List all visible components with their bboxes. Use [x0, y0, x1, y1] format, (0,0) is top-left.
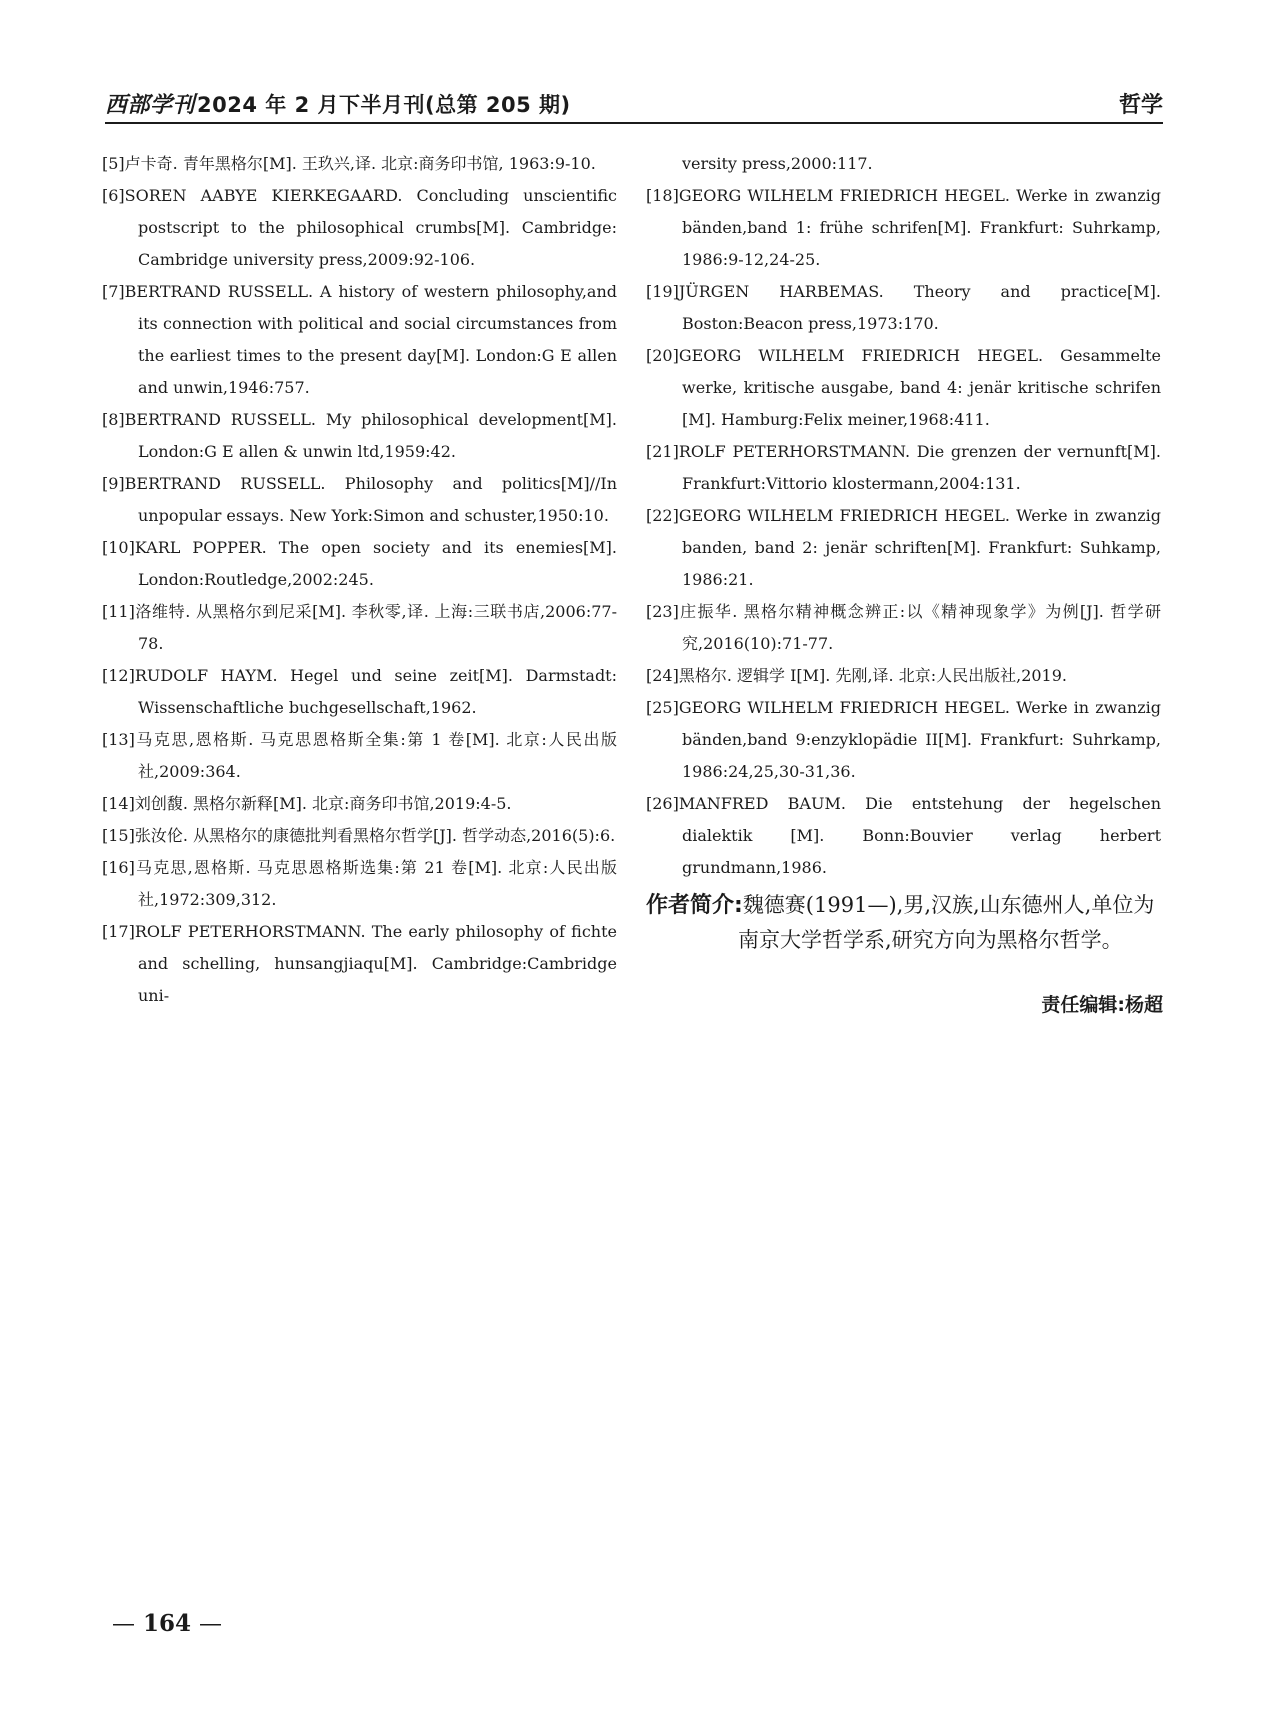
reference-number: [7] — [102, 282, 125, 301]
page-dash-left: — — [112, 1611, 135, 1637]
references-right-column — [646, 148, 1161, 884]
reference-text: KARL POPPER. The open society and its enemies[M]. London:Routledge,2002:245. — [134, 538, 617, 589]
page-number-footer — [112, 1610, 222, 1637]
header-divider — [105, 122, 1163, 124]
references-left-column — [102, 148, 617, 1012]
reference-text: SOREN AABYE KIERKEGAARD. Concluding unscientific postscript to the philosophical crumbs[M]. Cambridge: Cambridge university press,2009:92-106. — [124, 186, 617, 269]
reference-text: RUDOLF HAYM. Hegel und seine zeit[M]. Darmstadt: Wissenschaftliche buchgesellschaft,1962. — [134, 666, 617, 717]
journal-issue — [105, 88, 571, 119]
reference-number: [26] — [646, 794, 679, 813]
reference-number: [13] — [102, 730, 135, 749]
reference-number: [6] — [102, 186, 125, 205]
reference-item — [646, 788, 1161, 884]
reference-number: [18] — [646, 186, 679, 205]
reference-text: 马克思,恩格斯. 马克思恩格斯全集:第 1 卷[M]. 北京:人民出版社,2009:364. — [134, 730, 617, 781]
section-label: 哲学 — [1118, 93, 1163, 118]
responsible-editor: 责任编辑:杨超 — [1041, 994, 1163, 1016]
journal-logo: 西部学刊 — [105, 92, 196, 118]
reference-item — [646, 276, 1161, 340]
reference-number: [20] — [646, 346, 679, 365]
reference-item — [102, 852, 617, 916]
reference-item — [102, 148, 617, 180]
reference-item — [102, 820, 617, 852]
reference-text: MANFRED BAUM. Die entstehung der hegelschen dialektik [M]. Bonn:Bouvier verlag herbert grundmann,1986. — [678, 794, 1161, 877]
reference-text: JÜRGEN HARBEMAS. Theory and practice[M]. Boston:Beacon press,1973:170. — [678, 282, 1161, 333]
reference-text: 马克思,恩格斯. 马克思恩格斯选集:第 21 卷[M]. 北京:人民出版社,1972:309,312. — [134, 858, 617, 909]
reference-item — [646, 692, 1161, 788]
page-number: 164 — [143, 1610, 192, 1637]
reference-text: BERTRAND RUSSELL. A history of western philosophy,and its connection with political and social circumstances from the earliest times to the present day[M]. London:G E allen and unwin,1946:757. — [124, 282, 617, 397]
reference-number: [12] — [102, 666, 135, 685]
reference-item — [102, 276, 617, 404]
reference-item — [102, 916, 617, 1012]
reference-item — [646, 436, 1161, 500]
reference-text: GEORG WILHELM FRIEDRICH HEGEL. Werke in zwanzig bänden,band 1: frühe schrifen[M]. Frankfurt: Suhrkamp, 1986:9-12,24-25. — [678, 186, 1161, 269]
reference-item — [646, 180, 1161, 276]
reference-item — [646, 596, 1161, 660]
reference-number: [23] — [646, 602, 679, 621]
reference-number: [25] — [646, 698, 679, 717]
reference-text: ROLF PETERHORSTMANN. The early philosophy of fichte and schelling, hunsangjiaqu[M]. Cambridge:Cambridge uni- — [134, 922, 617, 1005]
reference-text: 张汝伦. 从黑格尔的康德批判看黑格尔哲学[J]. 哲学动态,2016(5):6. — [134, 826, 616, 845]
reference-text: 刘创馥. 黑格尔新释[M]. 北京:商务印书馆,2019:4-5. — [134, 794, 512, 813]
reference-text: 庄振华. 黑格尔精神概念辨正:以《精神现象学》为例[J]. 哲学研究,2016(10):71-77. — [678, 602, 1161, 653]
reference-item — [102, 724, 617, 788]
reference-number: [22] — [646, 506, 679, 525]
reference-text: ROLF PETERHORSTMANN. Die grenzen der vernunft[M]. Frankfurt:Vittorio klostermann,2004:131. — [678, 442, 1161, 493]
reference-number: [9] — [102, 474, 125, 493]
issue-label: 2024 年 2 月下半月刊(总第 205 期) — [197, 93, 571, 117]
reference-number: [16] — [102, 858, 135, 877]
reference-number: [19] — [646, 282, 679, 301]
reference-text: 卢卡奇. 青年黑格尔[M]. 王玖兴,译. 北京:商务印书馆, 1963:9-10. — [124, 154, 596, 173]
reference-number: [15] — [102, 826, 135, 845]
reference-continuation: versity press,2000:117. — [682, 154, 873, 173]
reference-item — [646, 660, 1161, 692]
reference-item — [646, 500, 1161, 596]
reference-number: [8] — [102, 410, 125, 429]
reference-item — [646, 340, 1161, 436]
reference-text: BERTRAND RUSSELL. My philosophical development[M]. London:G E allen & unwin ltd,1959:42. — [124, 410, 617, 461]
reference-text: GEORG WILHELM FRIEDRICH HEGEL. Gesammelte werke, kritische ausgabe, band 4: jenär kritische schrifen [M]. Hamburg:Felix meiner,1968:411. — [678, 346, 1161, 429]
reference-item — [102, 596, 617, 660]
page-header — [105, 88, 1163, 128]
reference-text: 洛维特. 从黑格尔到尼采[M]. 李秋零,译. 上海:三联书店,2006:77-78. — [134, 602, 617, 653]
reference-item — [102, 788, 617, 820]
author-bio-label: 作者简介: — [646, 893, 743, 918]
reference-number: [17] — [102, 922, 135, 941]
reference-number: [10] — [102, 538, 135, 557]
reference-text: GEORG WILHELM FRIEDRICH HEGEL. Werke in zwanzig bänden,band 9:enzyklopädie II[M]. Frankfurt: Suhrkamp, 1986:24,25,30-31,36. — [678, 698, 1161, 781]
reference-item — [102, 468, 617, 532]
reference-item — [102, 180, 617, 276]
reference-number: [14] — [102, 794, 135, 813]
reference-text: GEORG WILHELM FRIEDRICH HEGEL. Werke in zwanzig banden, band 2: jenär schriften[M]. Frankfurt: Suhkamp, 1986:21. — [678, 506, 1161, 589]
reference-item — [102, 404, 617, 468]
reference-number: [5] — [102, 154, 125, 173]
author-bio-text: 魏德赛(1991—),男,汉族,山东德州人,单位为南京大学哲学系,研究方向为黑格尔哲学。 — [738, 893, 1155, 952]
reference-text: BERTRAND RUSSELL. Philosophy and politics[M]//In unpopular essays. New York:Simon and schuster,1950:10. — [124, 474, 617, 525]
reference-number: [24] — [646, 666, 679, 685]
reference-item — [102, 660, 617, 724]
page-dash-right: — — [199, 1611, 223, 1637]
reference-number: [21] — [646, 442, 679, 461]
author-bio — [646, 888, 1161, 958]
reference-number: [11] — [102, 602, 135, 621]
reference-item — [102, 532, 617, 596]
reference-text: 黑格尔. 逻辑学 I[M]. 先刚,译. 北京:人民出版社,2019. — [678, 666, 1068, 685]
